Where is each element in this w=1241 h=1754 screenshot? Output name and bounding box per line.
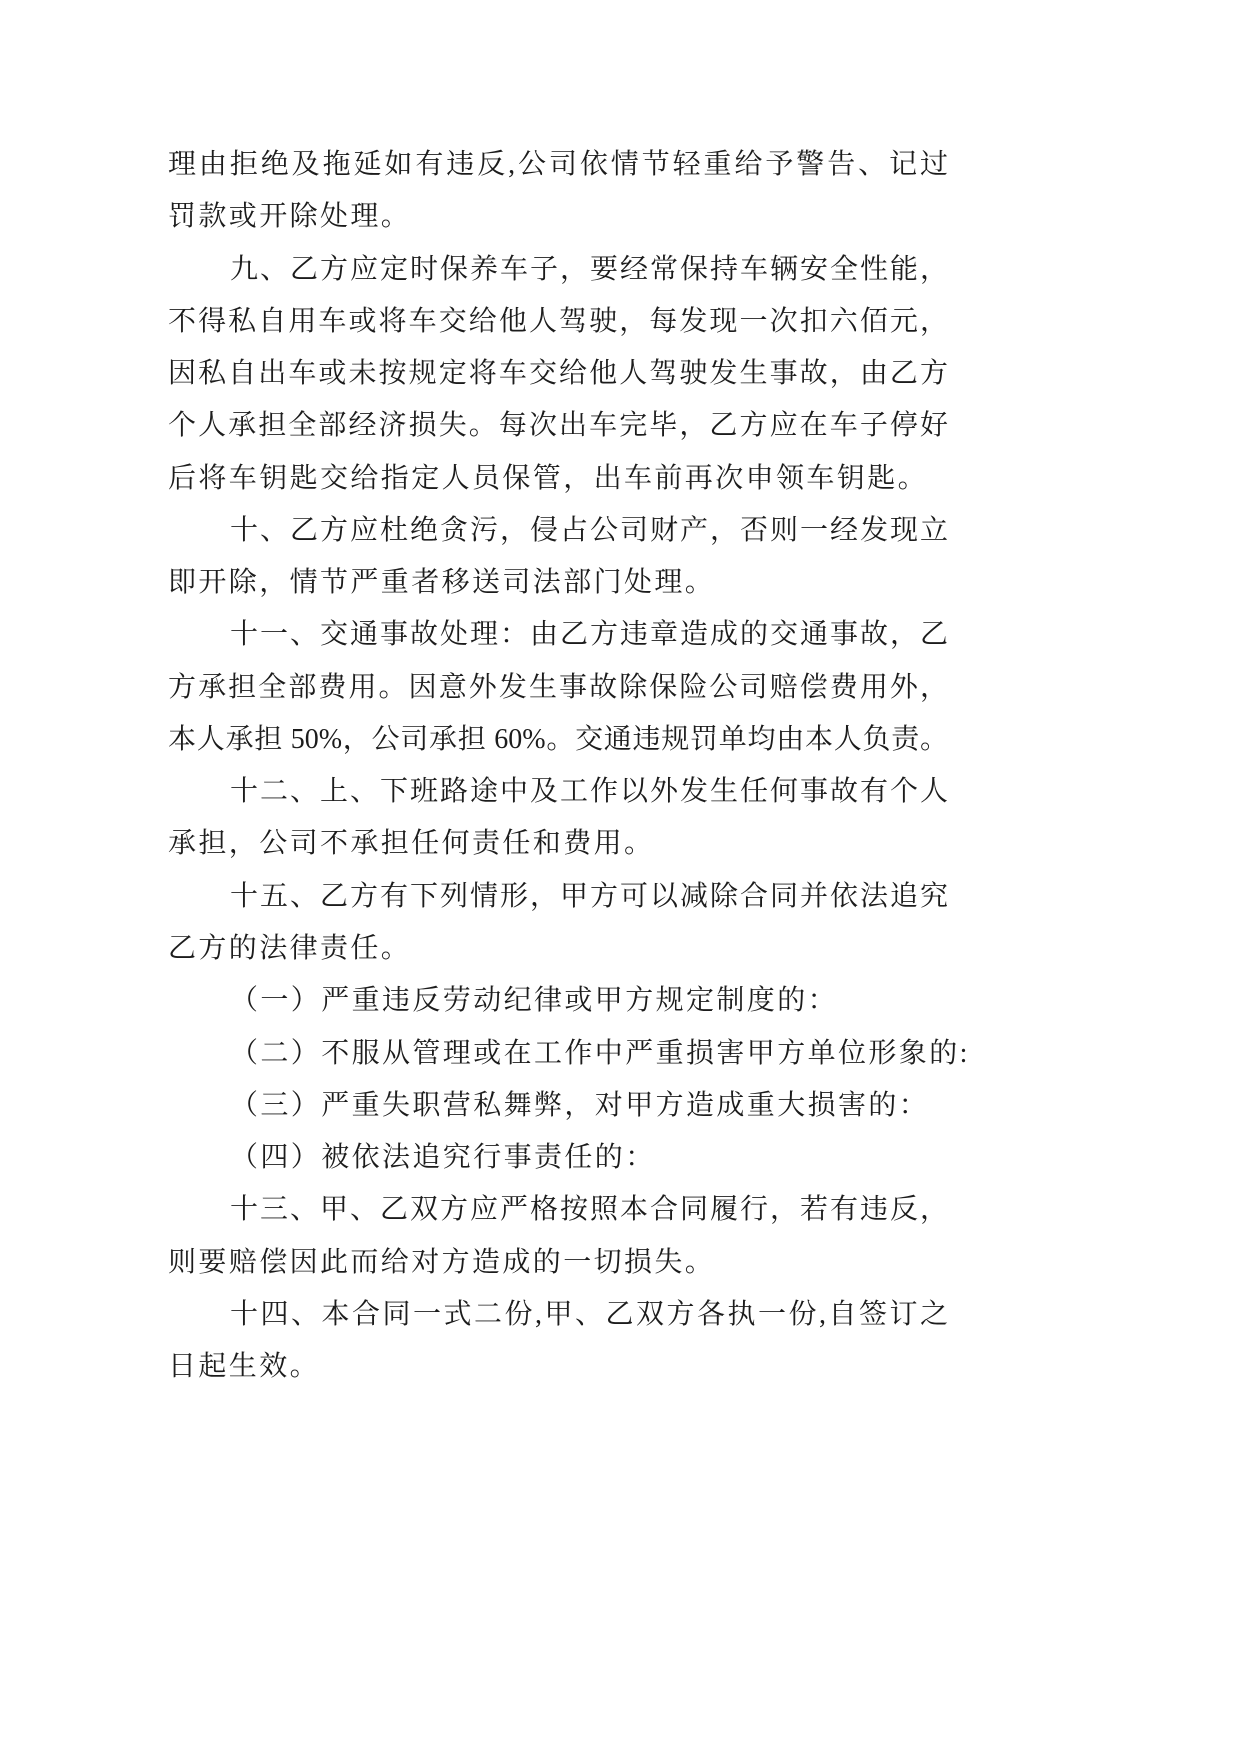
text-line: （二）不服从管理或在工作中严重损害甲方单位形象的: [230,1037,970,1069]
text-line: 九、乙方应定时保养车子，要经常保持车辆安全性能， [230,253,948,285]
text-line: （四）被依法追究行事责任的： [230,1142,656,1174]
text-line: 后将车钥匙交给指定人员保管，出车前再次申领车钥匙。 [168,462,929,494]
text-line: 承担，公司不承担任何责任和费用。 [168,828,655,860]
text-line: 不得私自用车或将车交给他人驾驶，每发现一次扣六佰元， [168,305,948,337]
text-line: 理由拒绝及拖延如有违反,公司依情节轻重给予警告、记过 [168,149,948,180]
document-body [168,139,970,1393]
text-line: 个人承担全部经济损失。每次出车完毕，乙方应在车子停好 [168,410,948,442]
text-line: 十四、本合同一式二份,甲、乙双方各执一份,自签订之 [230,1298,948,1330]
text-line: 本人承担 50%，公司承担 60%。交通违规罚单均由本人负责。 [168,723,948,755]
text-line: 罚款或开除处理。 [168,201,412,233]
clause-15 [168,871,948,976]
text-line: 日起生效。 [168,1351,321,1383]
clause-11 [168,609,948,766]
text-line: 十、乙方应杜绝贪污，侵占公司财产，否则一经发现立 [230,514,948,546]
clause-15-item-3 [168,1080,948,1132]
clause-9 [168,244,948,505]
text-line: 即开除，情节严重者移送司法部门处理。 [168,567,716,599]
text-line: 因私自出车或未按规定将车交给他人驾驶发生事故，由乙方 [168,358,948,390]
text-line: 方承担全部费用。因意外发生事故除保险公司赔偿费用外， [168,671,948,703]
clause-12 [168,766,948,871]
text-line: 十一、交通事故处理：由乙方违章造成的交通事故，乙 [230,619,948,651]
text-line: 十二、上、下班路途中及工作以外发生任何事故有个人 [230,776,948,808]
text-line: 十三、甲、乙双方应严格按照本合同履行，若有违反， [230,1194,948,1226]
text-line: （一）严重违反劳动纪律或甲方规定制度的： [230,985,839,1017]
clause-13 [168,1184,948,1289]
text-line: 乙方的法律责任。 [168,932,412,964]
clause-14 [168,1289,948,1394]
clause-15-item-2 [168,1028,970,1080]
clause-continuation [168,139,948,244]
clause-15-item-4 [168,1132,948,1184]
clause-15-item-1 [168,975,948,1027]
text-line: 十五、乙方有下列情形，甲方可以减除合同并依法追究 [230,880,948,912]
text-line: 则要赔偿因此而给对方造成的一切损失。 [168,1246,716,1278]
clause-10 [168,505,948,610]
text-line: （三）严重失职营私舞弊，对甲方造成重大损害的： [230,1089,930,1121]
